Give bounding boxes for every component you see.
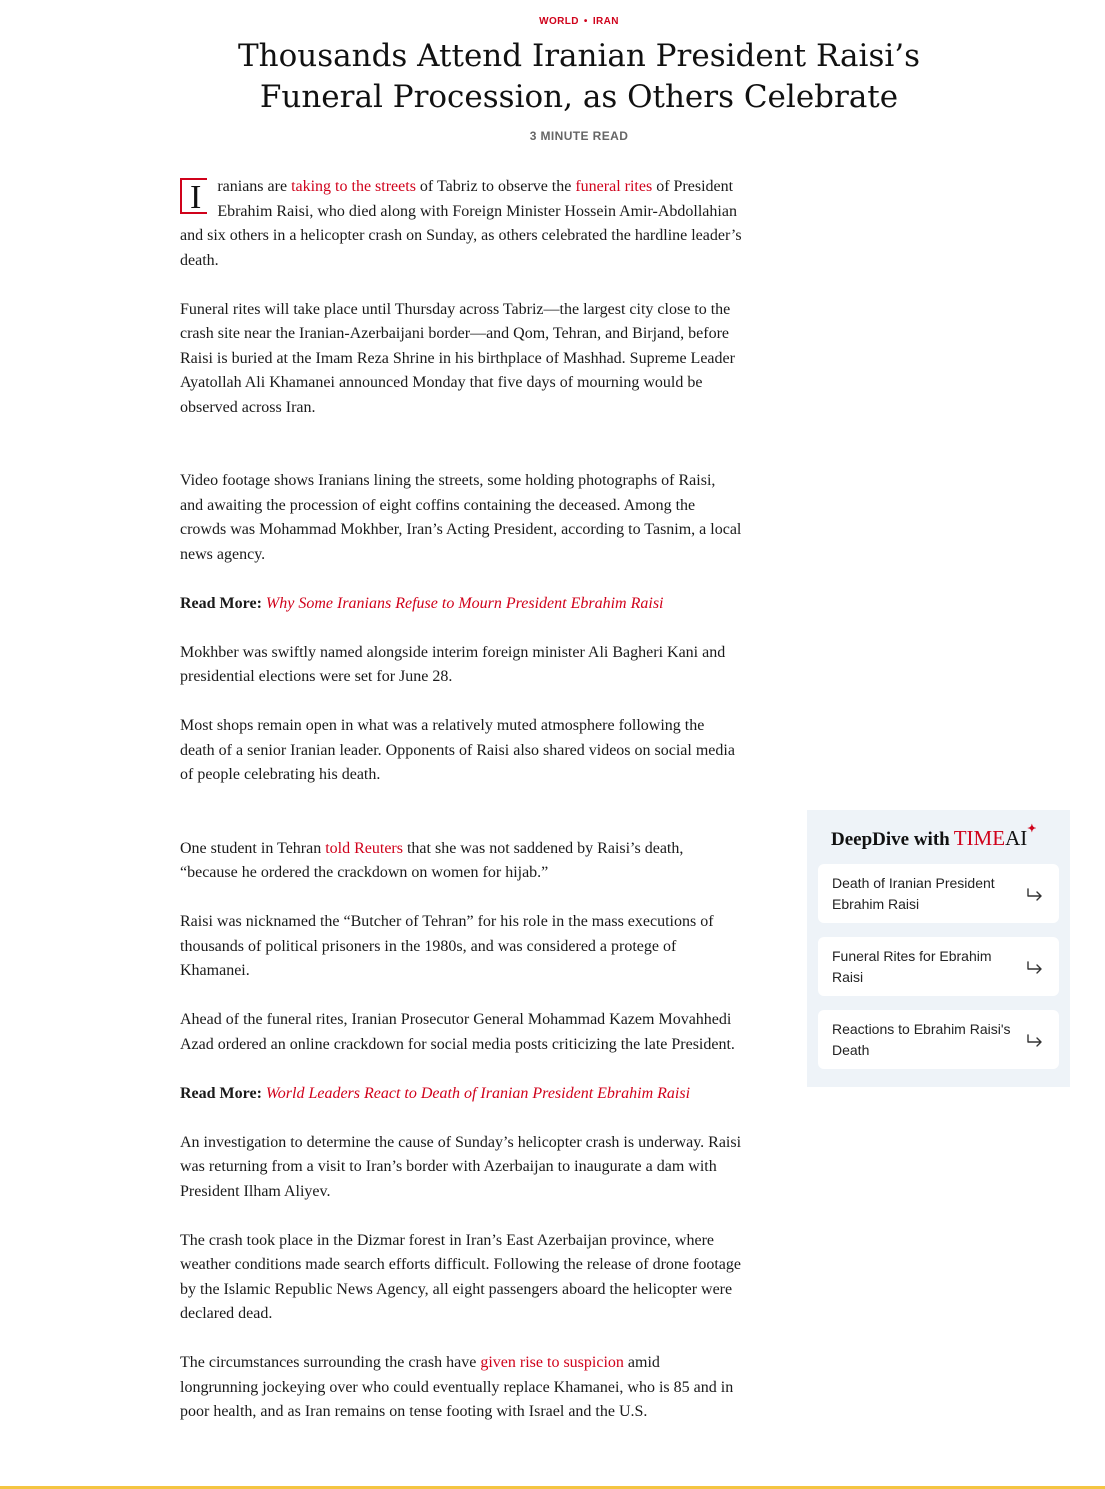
kicker-section-link[interactable]: WORLD xyxy=(539,16,579,27)
deepdive-panel xyxy=(807,810,1070,1087)
read-more-label: Read More: xyxy=(180,594,262,612)
arrow-return-icon xyxy=(1025,1030,1045,1050)
section-kicker xyxy=(0,16,1105,27)
paragraph-2: Funeral rites will take place until Thursday across Tabriz—the largest city close to the crash site near the Iranian-Azerbaijani border—and Qom, Tehran, and Birjand, before Raisi is buried at the Imam Reza Shrine in his birthplace of Mashhad. Supreme Leader Ayatollah Ali Khamanei announced Monday that five days of mourning would be observed across Iran. xyxy=(180,300,735,416)
read-time: 3 MINUTE READ xyxy=(529,129,629,143)
read-more-label: Read More: xyxy=(180,1084,262,1102)
paragraph-4: Mokhber was swiftly named alongside interim foreign minister Ali Bagheri Kani and presidential elections were set for June 28. xyxy=(180,643,726,685)
paragraph-7: Raisi was nicknamed the “Butcher of Tehran” for his role in the mass executions of thousands of political prisoners in the 1980s, and was considered a protege of Khamanei. xyxy=(180,913,714,979)
deepdive-item-label: Funeral Rites for Ebrahim Raisi xyxy=(832,947,992,985)
deepdive-item-label: Death of Iranian President Ebrahim Raisi xyxy=(832,874,995,912)
read-more-2 xyxy=(180,1082,742,1107)
deepdive-title xyxy=(831,823,1059,852)
deepdive-title-prefix: DeepDive with xyxy=(831,829,950,850)
article-headline: Thousands Attend Iranian President Raisi’s Funeral Procession, as Others Celebrate xyxy=(237,38,921,115)
paragraph-8: Ahead of the funeral rites, Iranian Prosecutor General Mohammad Kazem Movahhedi Azad ordered an online crackdown for social media posts criticizing the late President. xyxy=(180,1011,735,1053)
paragraph-11 xyxy=(180,1351,742,1425)
p1-text-3: of President Ebrahim Raisi, who died along with Foreign Minister Hossein Amir-Abdollahian and six others in a helicopter crash on Sunday, as others celebrated the hardline leader’s death. xyxy=(180,178,742,269)
read-more-link-1[interactable]: Why Some Iranians Refuse to Mourn President Ebrahim Raisi xyxy=(265,594,664,612)
read-more-link-2[interactable]: World Leaders React to Death of Iranian President Ebrahim Raisi xyxy=(265,1084,691,1102)
taking-to-the-streets-link[interactable]: taking to the streets xyxy=(291,178,416,195)
paragraph-5: Most shops remain open in what was a relatively muted atmosphere following the death of a senior Iranian leader. Opponents of Raisi also shared videos on social media of people celebrating his death. xyxy=(180,717,735,783)
kicker-dot: • xyxy=(583,16,588,27)
read-more-1 xyxy=(180,592,742,617)
arrow-return-icon xyxy=(1025,884,1045,904)
ai-logo: AI xyxy=(1005,826,1028,850)
p6-text-2: that she was not saddened by Raisi’s death, “because he ordered the crackdown on women for hijab.” xyxy=(180,839,684,881)
paragraph-9: An investigation to determine the cause of Sunday’s helicopter crash is underway. Raisi was returning from a visit to Iran’s border with Azerbaijan to inaugurate a dam with President Ilham Aliyev. xyxy=(180,1133,742,1200)
told-reuters-link[interactable]: told Reuters xyxy=(325,839,403,857)
paragraph-6 xyxy=(180,837,742,886)
deepdive-item-reactions[interactable] xyxy=(818,1010,1059,1069)
deepdive-item-death[interactable] xyxy=(818,864,1059,923)
deepdive-item-funeral-rites[interactable] xyxy=(818,937,1059,996)
p1-text-2: of Tabriz to observe the xyxy=(415,178,576,195)
p6-text-1: One student in Tehran xyxy=(180,839,326,857)
kicker-subsection-link[interactable]: IRAN xyxy=(592,16,619,27)
paragraph-1 xyxy=(180,175,742,273)
time-logo: TIME xyxy=(953,826,1006,850)
paragraph-10: The crash took place in the Dizmar forest in Iran’s East Azerbaijan province, where weather conditions made search efforts difficult. Following the release of drone footage by the Islamic Republic News Agency, all eight passengers aboard the helicopter were declared dead. xyxy=(180,1231,741,1322)
funeral-rites-link[interactable]: funeral rites xyxy=(575,178,653,195)
p11-text-1: The circumstances surrounding the crash have xyxy=(180,1354,481,1371)
p1-text-1: ranians are xyxy=(217,178,292,195)
drop-cap: I xyxy=(180,178,207,214)
deepdive-item-label: Reactions to Ebrahim Raisi's Death xyxy=(832,1020,1011,1058)
p11-text-2: amid longrunning jockeying over who could eventually replace Khamanei, who is 85 and in poor health, and as Iran remains on tense footing with Israel and the U.S. xyxy=(180,1354,734,1420)
sparkle-icon: ✦ xyxy=(1027,823,1037,835)
article-body xyxy=(180,175,742,1449)
arrow-return-icon xyxy=(1025,957,1045,977)
paragraph-3: Video footage shows Iranians lining the streets, some holding photographs of Raisi, and awaiting the procession of eight coffins containing the deceased. Among the crowds was Mohammad Mokhber, Iran’s Acting President, according to Tasnim, a local news agency. xyxy=(180,472,742,563)
given-rise-to-suspicion-link[interactable]: given rise to suspicion xyxy=(480,1354,624,1371)
